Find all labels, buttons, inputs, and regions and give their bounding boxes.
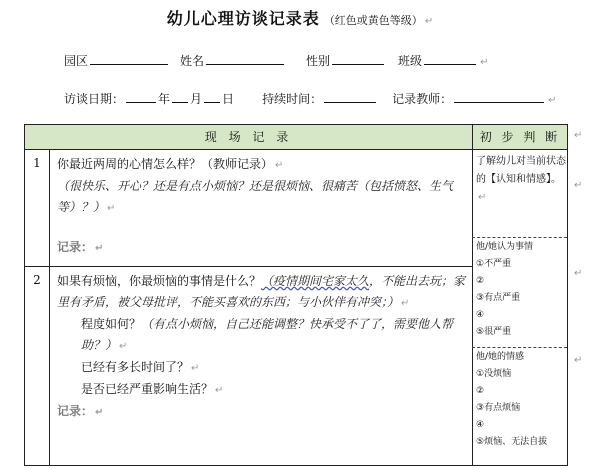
field-gender[interactable]	[332, 52, 384, 65]
question-2-text: 如果有烦恼，你最烦恼的事情是什么？（疫情期间宅家太久，不能出去玩；家里有矛盾，被父母批评，不能买喜欢的东西；与小伙伴有冲突；） ↵	[57, 274, 466, 309]
severity-option[interactable]: ②	[476, 276, 485, 286]
judge-block-severity[interactable]	[476, 239, 566, 341]
question-2-hint: ，不能出去玩；家里有矛盾，被父母批评，不能买喜欢的东西；与小伙伴有冲突；）	[57, 274, 466, 309]
severity-title: 他/她认为事情	[476, 242, 534, 252]
question-2-degree: 程度如何？（有点小烦恼，自己还能调整？快承受不了了，需要他人帮助？） ↵	[81, 317, 454, 352]
severity-option[interactable]: ③有点严重	[476, 293, 521, 303]
dashed-divider	[472, 237, 567, 238]
row-divider	[25, 266, 472, 267]
question-1-cell[interactable]	[57, 154, 467, 259]
question-2-hint-wavy: （疫情期间宅家太久	[261, 274, 370, 288]
document-title	[0, 6, 600, 29]
emotion-title: 他/她的情感	[476, 352, 525, 362]
paragraph-mark-icon: ↵	[574, 130, 583, 141]
label-name: 姓名	[180, 54, 205, 68]
severity-option[interactable]: ①不严重	[476, 259, 512, 269]
emotion-option[interactable]: ③有点烦恼	[476, 403, 521, 413]
field-day[interactable]	[204, 90, 220, 103]
emotion-option[interactable]: ①没烦恼	[476, 369, 512, 379]
question-number-2: 2	[33, 273, 41, 287]
label-duration: 持续时间：	[262, 92, 323, 106]
question-2-cell[interactable]	[57, 271, 467, 423]
paragraph-mark-icon: ↵	[574, 268, 583, 279]
header-onsite-record: 现 场 记 录	[204, 130, 293, 144]
label-teacher: 记录教师：	[392, 92, 453, 106]
emotion-option[interactable]: ⑤烦恼、无法自拔	[476, 437, 548, 447]
paragraph-mark-icon: ↵	[480, 57, 489, 68]
field-kindergarten[interactable]	[90, 52, 168, 65]
column-divider	[472, 125, 473, 465]
severity-option[interactable]: ⑤很严重	[476, 327, 512, 337]
question-2-serious: 是否已经严重影响生活？ ↵	[81, 382, 224, 396]
question-1-text: 你最近两周的心情怎么样？（教师记录） ↵	[57, 157, 284, 171]
question-2-how-long: 已经有多长时间了？ ↵	[81, 360, 200, 374]
paragraph-mark-icon: ↵	[574, 180, 583, 191]
label-month: 月	[190, 92, 203, 106]
judge-block-emotion[interactable]	[476, 349, 566, 451]
question-number-1: 1	[33, 156, 41, 170]
label-gender: 性别	[306, 54, 331, 68]
label-class: 班级	[398, 54, 423, 68]
label-year: 年	[158, 92, 171, 106]
interview-table	[24, 124, 568, 466]
question-2-record-label: 记录： ↵	[57, 404, 104, 418]
column-divider	[49, 149, 50, 465]
emotion-option[interactable]: ②	[476, 386, 485, 396]
field-teacher[interactable]	[454, 90, 544, 103]
question-1-record-label: 记录： ↵	[57, 240, 104, 254]
label-kindergarten: 园区	[64, 54, 89, 68]
label-date: 访谈日期：	[64, 92, 125, 106]
question-1-hint: （很快乐、开心？还是有点小烦恼？还是很烦恼、很痛苦（包括愤怒、生气等）？） ↵	[57, 179, 454, 214]
field-year[interactable]	[126, 90, 156, 103]
label-day: 日	[222, 92, 235, 106]
paragraph-mark-icon: ↵	[574, 355, 583, 366]
field-name[interactable]	[206, 52, 284, 65]
paragraph-mark-icon: ↵	[424, 16, 434, 27]
title-main: 幼儿心理访谈记录表	[166, 9, 320, 28]
info-row-interview	[64, 90, 556, 107]
field-month[interactable]	[172, 90, 188, 103]
header-preliminary-judgment: 初 步 判 断	[479, 130, 561, 144]
judge-block-cognition: 了解幼儿对当前状态的【认知和情感】。↵	[476, 156, 566, 203]
field-class[interactable]	[424, 52, 476, 65]
info-row-basic	[64, 52, 488, 69]
dashed-divider	[472, 347, 567, 348]
severity-option[interactable]: ④	[476, 310, 485, 320]
field-duration[interactable]	[324, 90, 376, 103]
title-sub: （红色或黄色等级）	[323, 14, 423, 27]
emotion-option[interactable]: ④	[476, 420, 485, 430]
paragraph-mark-icon: ↵	[548, 95, 557, 106]
